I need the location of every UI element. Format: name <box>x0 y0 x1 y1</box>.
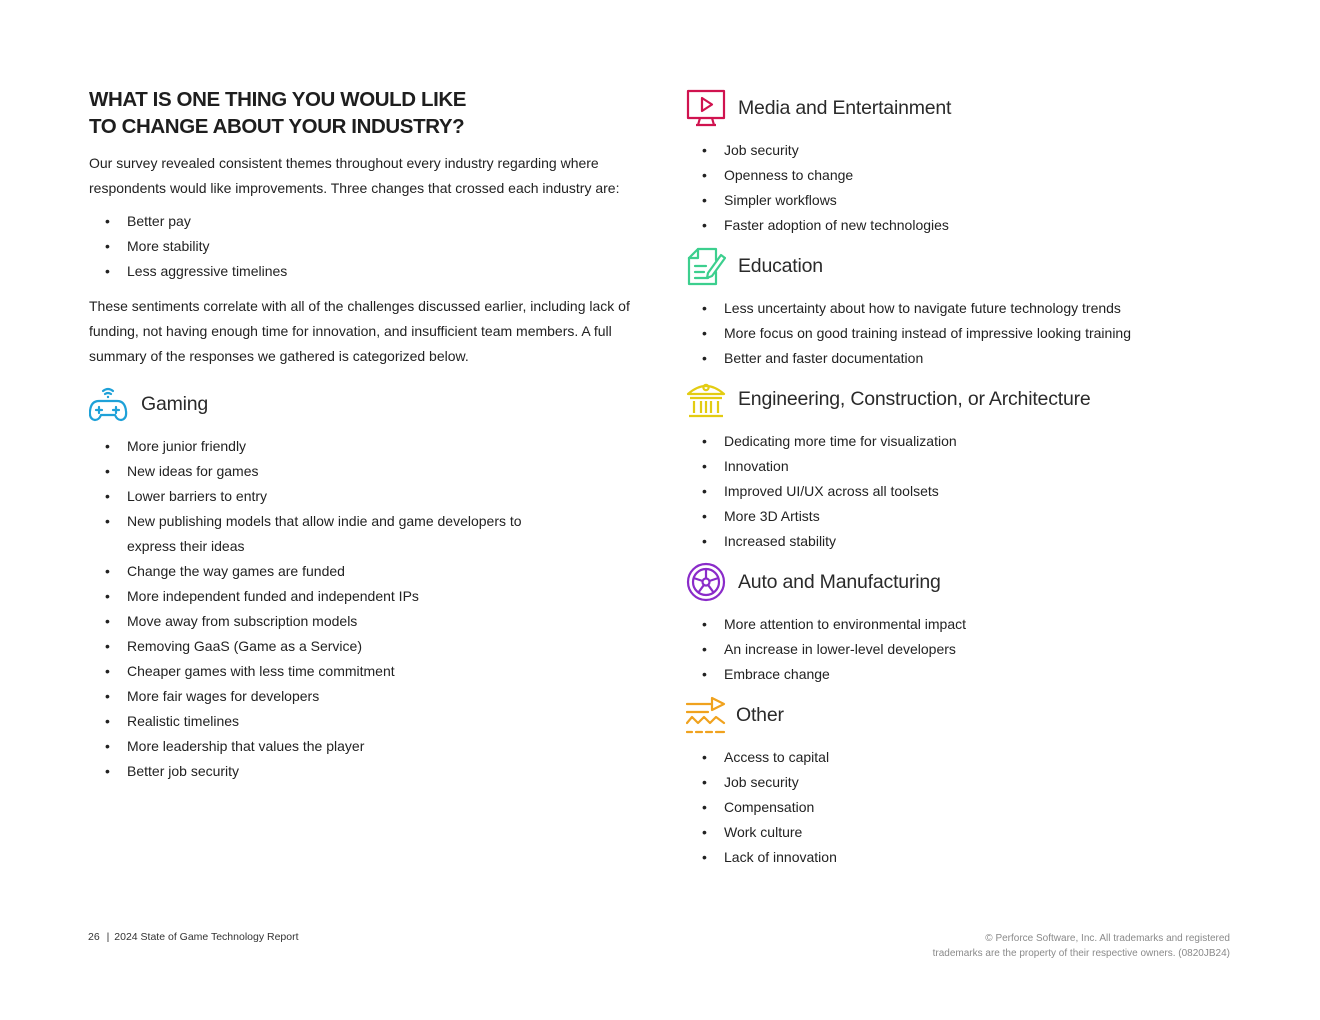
education-list <box>686 296 1246 371</box>
list-item: • Realistic timelines <box>89 709 634 734</box>
list-item: • Compensation <box>686 795 1246 820</box>
list-item: • New publishing models that allow indie and game developers to express their ideas <box>89 509 634 559</box>
list-item: • Change the way games are funded <box>89 559 634 584</box>
page-number: 26 <box>88 931 100 943</box>
section-title: Engineering, Construction, or Architecture <box>738 387 1091 410</box>
list-item: • More fair wages for developers <box>89 684 634 709</box>
list-item: • Less aggressive timelines <box>89 259 634 284</box>
section-media <box>686 88 1246 238</box>
list-item: • More attention to environmental impact <box>686 612 1246 637</box>
section-header <box>89 384 634 424</box>
list-item: • Dedicating more time for visualization <box>686 429 1246 454</box>
document-pencil-icon <box>686 246 726 286</box>
list-item: • Innovation <box>686 454 1246 479</box>
list-item: • New ideas for games <box>89 459 634 484</box>
title-line-1: WHAT IS ONE THING YOU WOULD LIKE <box>89 88 467 111</box>
list-item: • More independent funded and independent IPs <box>89 584 634 609</box>
section-header <box>686 88 1246 128</box>
list-item: • Better pay <box>89 209 634 234</box>
arrow-zigzag-icon <box>686 695 726 735</box>
list-item: • Faster adoption of new technologies <box>686 213 1246 238</box>
game-controller-icon <box>89 384 129 424</box>
list-item: • Access to capital <box>686 745 1246 770</box>
intro-paragraph: Our survey revealed consistent themes throughout every industry regarding where respondents would like improvements. Three changes that crossed each industry are: <box>89 155 620 196</box>
list-item: • More focus on good training instead of impressive looking training <box>686 321 1246 346</box>
right-column <box>686 88 1246 878</box>
list-item: • Simpler workflows <box>686 188 1246 213</box>
list-item: • Move away from subscription models <box>89 609 634 634</box>
section-title: Gaming <box>141 392 209 415</box>
monitor-play-icon <box>686 88 726 128</box>
common-changes-list <box>89 209 634 284</box>
list-item: • Openness to change <box>686 163 1246 188</box>
list-item: • Improved UI/UX across all toolsets <box>686 479 1246 504</box>
list-item: • Job security <box>686 138 1246 163</box>
section-header <box>686 246 1246 286</box>
report-title: 2024 State of Game Technology Report <box>114 931 299 943</box>
list-item: • An increase in lower-level developers <box>686 637 1246 662</box>
list-item: • More stability <box>89 234 634 259</box>
footer-separator: | <box>106 931 110 943</box>
section-auto <box>686 562 1246 687</box>
section-education <box>686 246 1246 371</box>
list-item: • Lower barriers to entry <box>89 484 634 509</box>
list-item: • Better and faster documentation <box>686 346 1246 371</box>
list-item: • Better job security <box>89 759 634 784</box>
gaming-list <box>89 434 634 784</box>
page-footer <box>88 931 299 943</box>
other-list <box>686 745 1246 870</box>
section-other <box>686 695 1246 870</box>
list-item: • Job security <box>686 770 1246 795</box>
building-columns-icon <box>686 379 726 419</box>
list-item: • More 3D Artists <box>686 504 1246 529</box>
left-column <box>89 86 634 784</box>
section-title: Media and Entertainment <box>738 96 952 119</box>
list-item: • Lack of innovation <box>686 845 1246 870</box>
title-line-2: TO CHANGE ABOUT YOUR INDUSTRY? <box>89 115 465 138</box>
list-item: • More leadership that values the player <box>89 734 634 759</box>
section-header <box>686 379 1246 419</box>
section-gaming <box>89 384 634 784</box>
section-title: Auto and Manufacturing <box>738 570 941 593</box>
list-item: • Less uncertainty about how to navigate future technology trends <box>686 296 1246 321</box>
section-title: Other <box>736 703 784 726</box>
section-engineering <box>686 379 1246 554</box>
list-item: • Cheaper games with less time commitment <box>89 659 634 684</box>
page-title <box>89 86 634 140</box>
section-header <box>686 562 1246 602</box>
auto-list <box>686 612 1246 687</box>
list-item: • Removing GaaS (Game as a Service) <box>89 634 634 659</box>
summary-paragraph: These sentiments correlate with all of the challenges discussed earlier, including lack of funding, not having enough time for innovation, and insufficient team members. A full summary of the responses we gathered is categorized below. <box>89 298 630 364</box>
wheel-icon <box>686 562 726 602</box>
copyright-line: © Perforce Software, Inc. All trademarks and registered <box>985 933 1230 944</box>
media-list <box>686 138 1246 238</box>
copyright-notice <box>870 931 1230 961</box>
section-header <box>686 695 1246 735</box>
section-title: Education <box>738 254 823 277</box>
list-item: • Embrace change <box>686 662 1246 687</box>
list-item: • Increased stability <box>686 529 1246 554</box>
list-item: • More junior friendly <box>89 434 634 459</box>
engineering-list <box>686 429 1246 554</box>
list-item: • Work culture <box>686 820 1246 845</box>
copyright-line: trademarks are the property of their respective owners. (0820JB24) <box>932 948 1230 959</box>
